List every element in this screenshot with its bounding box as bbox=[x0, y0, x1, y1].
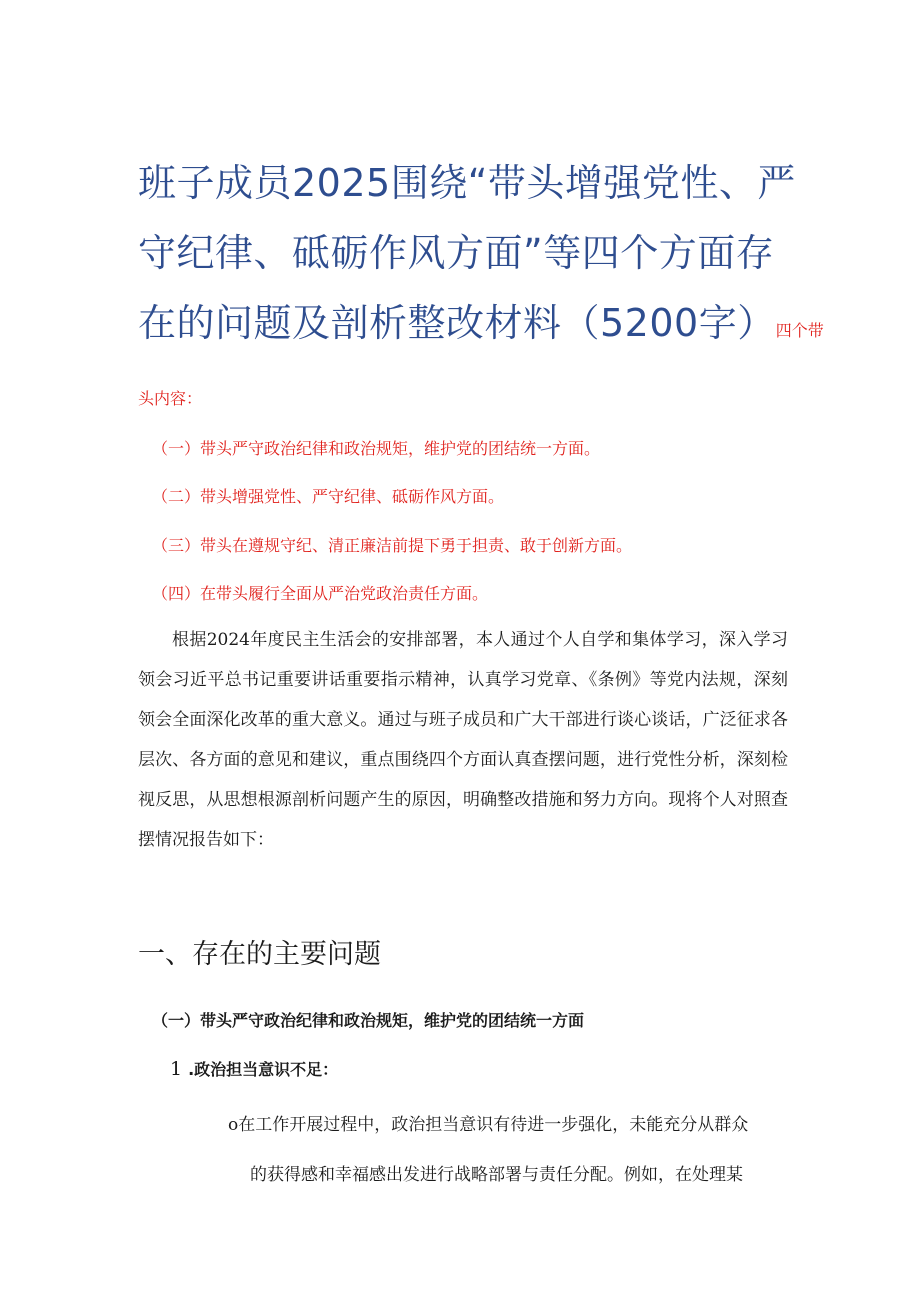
red-item-1: （一）带头严守政治纪律和政治规矩，维护党的团结统一方面。 bbox=[152, 439, 601, 458]
red-item-3: （三）带头在遵规守纪、清正廉洁前提下勇于担责、敢于创新方面。 bbox=[152, 536, 633, 555]
intro-label: 头内容： bbox=[138, 389, 203, 408]
subsection-heading: （一）带头严守政治纪律和政治规矩，维护党的团结统一方面 bbox=[152, 1011, 585, 1030]
title-tail-note: 四个带 bbox=[775, 321, 824, 340]
red-item-4: （四）在带头履行全面从严治党政治责任方面。 bbox=[152, 584, 489, 603]
body-paragraph: 根据2024年度民主生活会的安排部署，本人通过个人自学和集体学习，深入学习领会习近平总书记重要讲话重要指示精神，认真学习党章、《条例》等党内法规，深刻领会全面深化改革的重大意义。通过与班子成员和广大干部进行谈心谈话，广泛征求各层次、各方面的意见和建议，重点围绕四个方面认真查摆问题，进行党性分析，深刻检视反思，从思想根源剖析问题产生的原因，明确整改措施和努力方向。现将个人对照查摆情况报告如下： bbox=[138, 630, 788, 850]
item-text-line-1: o在工作开展过程中，政治担当意识有待进一步强化，未能充分从群众 bbox=[228, 1115, 749, 1135]
title-line-3-text: 在的问题及剖析整改材料（5200字） bbox=[138, 301, 776, 345]
item-heading bbox=[170, 1057, 338, 1080]
title-line-3 bbox=[138, 288, 824, 366]
section-heading: 一、存在的主要问题 bbox=[138, 939, 381, 970]
item-label: .政治担当意识不足： bbox=[188, 1060, 339, 1079]
body-text bbox=[138, 620, 788, 860]
title-line-2: 守纪律、砥砺作风方面”等四个方面存 bbox=[138, 231, 775, 275]
red-item-2: （二）带头增强党性、严守纪律、砥砺作风方面。 bbox=[152, 487, 505, 506]
item-text-line-2: 的获得感和幸福感出发进行战略部署与责任分配。例如，在处理某 bbox=[250, 1165, 743, 1185]
document-title bbox=[138, 148, 824, 366]
title-line-1: 班子成员2025围绕“带头增强党性、严 bbox=[138, 161, 796, 205]
item-number: 1 bbox=[170, 1058, 183, 1080]
